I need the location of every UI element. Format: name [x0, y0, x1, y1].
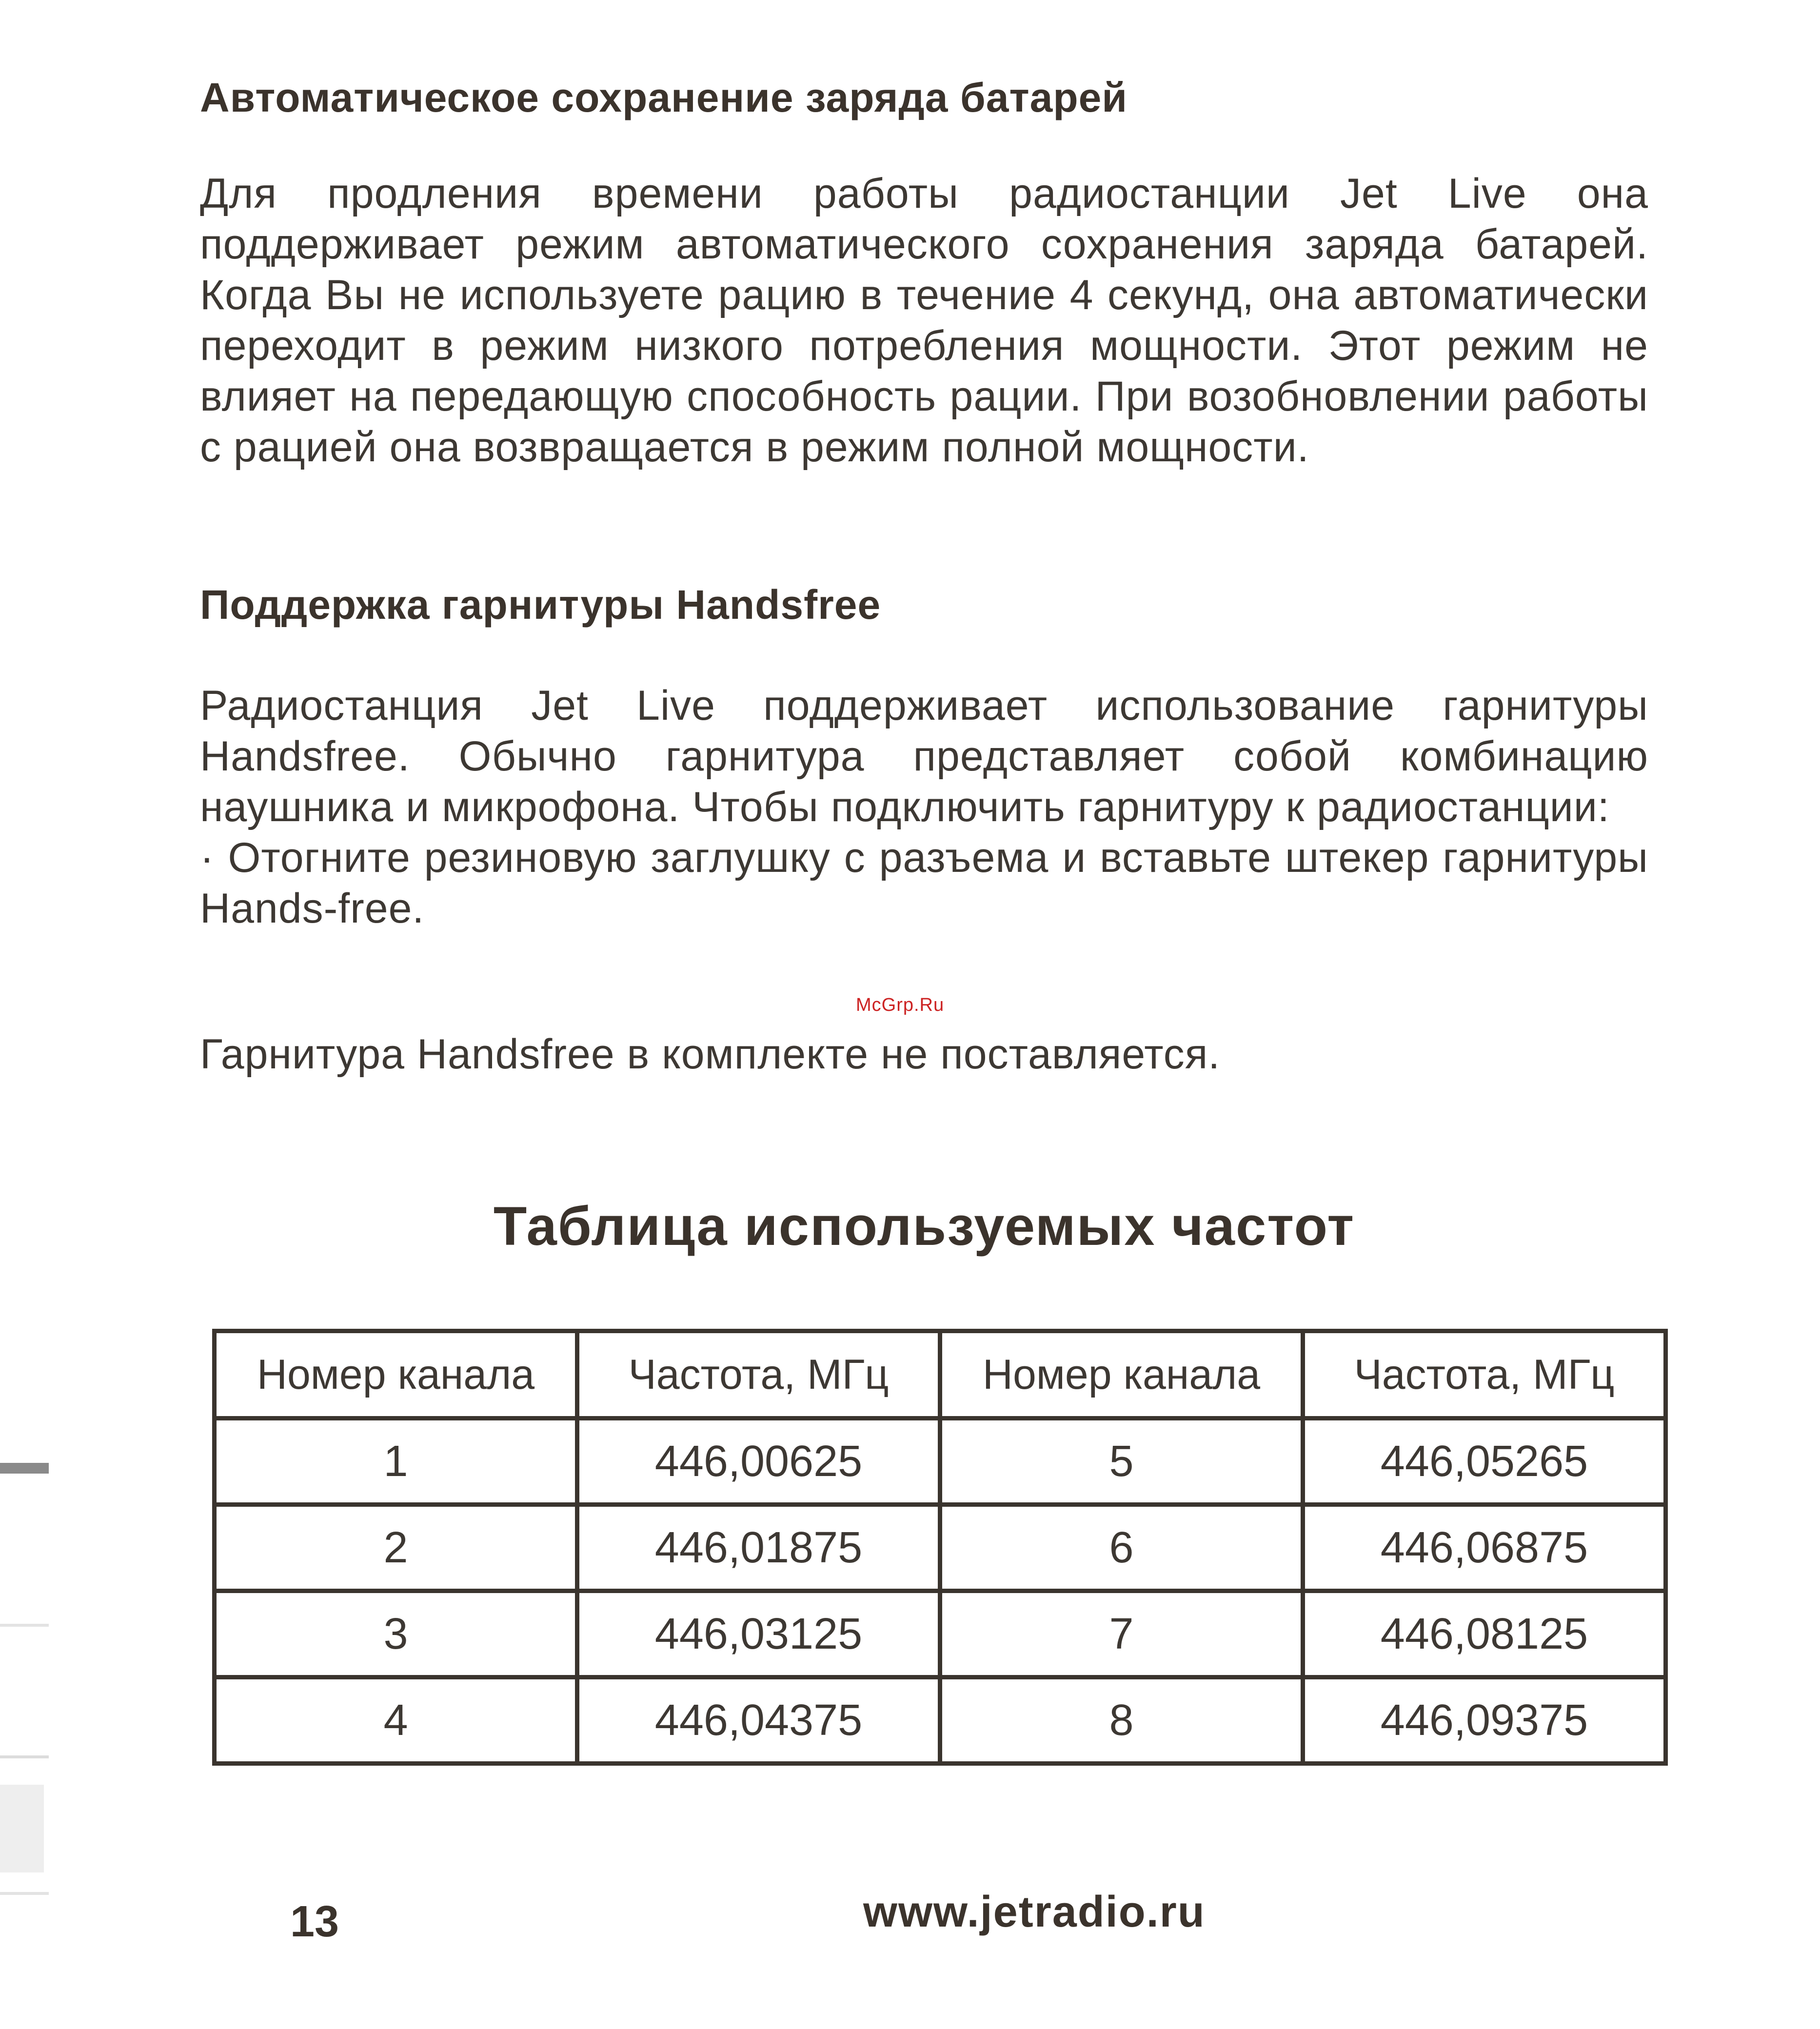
frequency-cell: 446,06875 — [1303, 1505, 1666, 1591]
handsfree-note-text: Гарнитура Handsfree в комплекте не поставляется. — [200, 1031, 1221, 1078]
frequency-table — [212, 1329, 1668, 1766]
table-header-row — [215, 1331, 1666, 1418]
channel-cell: 1 — [215, 1418, 577, 1505]
channel-cell: 3 — [215, 1591, 577, 1677]
scan-edge-mark — [0, 1892, 49, 1895]
header-channel-number: Номер канала — [215, 1331, 577, 1418]
header-frequency: Частота, МГц — [1303, 1331, 1666, 1418]
frequency-cell: 446,05265 — [1303, 1418, 1666, 1505]
scan-edge-mark — [0, 1785, 44, 1872]
table-row — [215, 1505, 1666, 1591]
table-row — [215, 1677, 1666, 1764]
channel-cell: 2 — [215, 1505, 577, 1591]
frequency-cell: 446,00625 — [577, 1418, 940, 1505]
scan-edge-mark — [0, 1755, 49, 1758]
handsfree-text — [200, 680, 1648, 934]
header-channel-number: Номер канала — [940, 1331, 1303, 1418]
frequency-table-title: Таблица используемых частот — [493, 1196, 1355, 1257]
frequency-cell: 446,01875 — [577, 1505, 940, 1591]
channel-cell: 6 — [940, 1505, 1303, 1591]
scan-edge-mark — [0, 1624, 49, 1627]
handsfree-paragraph: Радиостанция Jet Live поддерживает использование гарнитуры Handsfree. Обычно гарнитура представляет собой комбинацию наушника и микрофона. Чтобы подключить гарнитуру к радиостанции: — [200, 682, 1648, 830]
battery-saving-paragraph: Для продления времени работы радиостанции Jet Live она поддерживает режим автоматического сохранения заряда батарей. Когда Вы не используете рацию в течение 4 секунд, она автоматически переходит в режим низкого потребления мощности. Этот режим не влияет на передающую способность рации. При возобновлении работы с рацией она возвращается в режим полной мощности. — [200, 170, 1648, 471]
frequency-cell: 446,09375 — [1303, 1677, 1666, 1764]
frequency-cell: 446,08125 — [1303, 1591, 1666, 1677]
channel-cell: 5 — [940, 1418, 1303, 1505]
handsfree-note — [200, 1029, 1648, 1080]
channel-cell: 8 — [940, 1677, 1303, 1764]
frequency-cell: 446,03125 — [577, 1591, 940, 1677]
header-frequency: Частота, МГц — [577, 1331, 940, 1418]
battery-saving-text — [200, 168, 1648, 473]
page-number: 13 — [290, 1897, 339, 1946]
scan-edge-mark — [0, 1463, 49, 1474]
frequency-cell: 446,04375 — [577, 1677, 940, 1764]
channel-cell: 4 — [215, 1677, 577, 1764]
battery-saving-heading: Автоматическое сохранение заряда батарей — [200, 75, 1128, 120]
handsfree-heading: Поддержка гарнитуры Handsfree — [200, 582, 881, 628]
table-row — [215, 1591, 1666, 1677]
channel-cell: 7 — [940, 1591, 1303, 1677]
table-row — [215, 1418, 1666, 1505]
watermark: McGrp.Ru — [856, 995, 945, 1015]
handsfree-bullet: · Отогните резиновую заглушку с разъема и вставьте штекер гарнитуры Hands-free. — [200, 834, 1648, 932]
website-url: www.jetradio.ru — [863, 1888, 1206, 1936]
